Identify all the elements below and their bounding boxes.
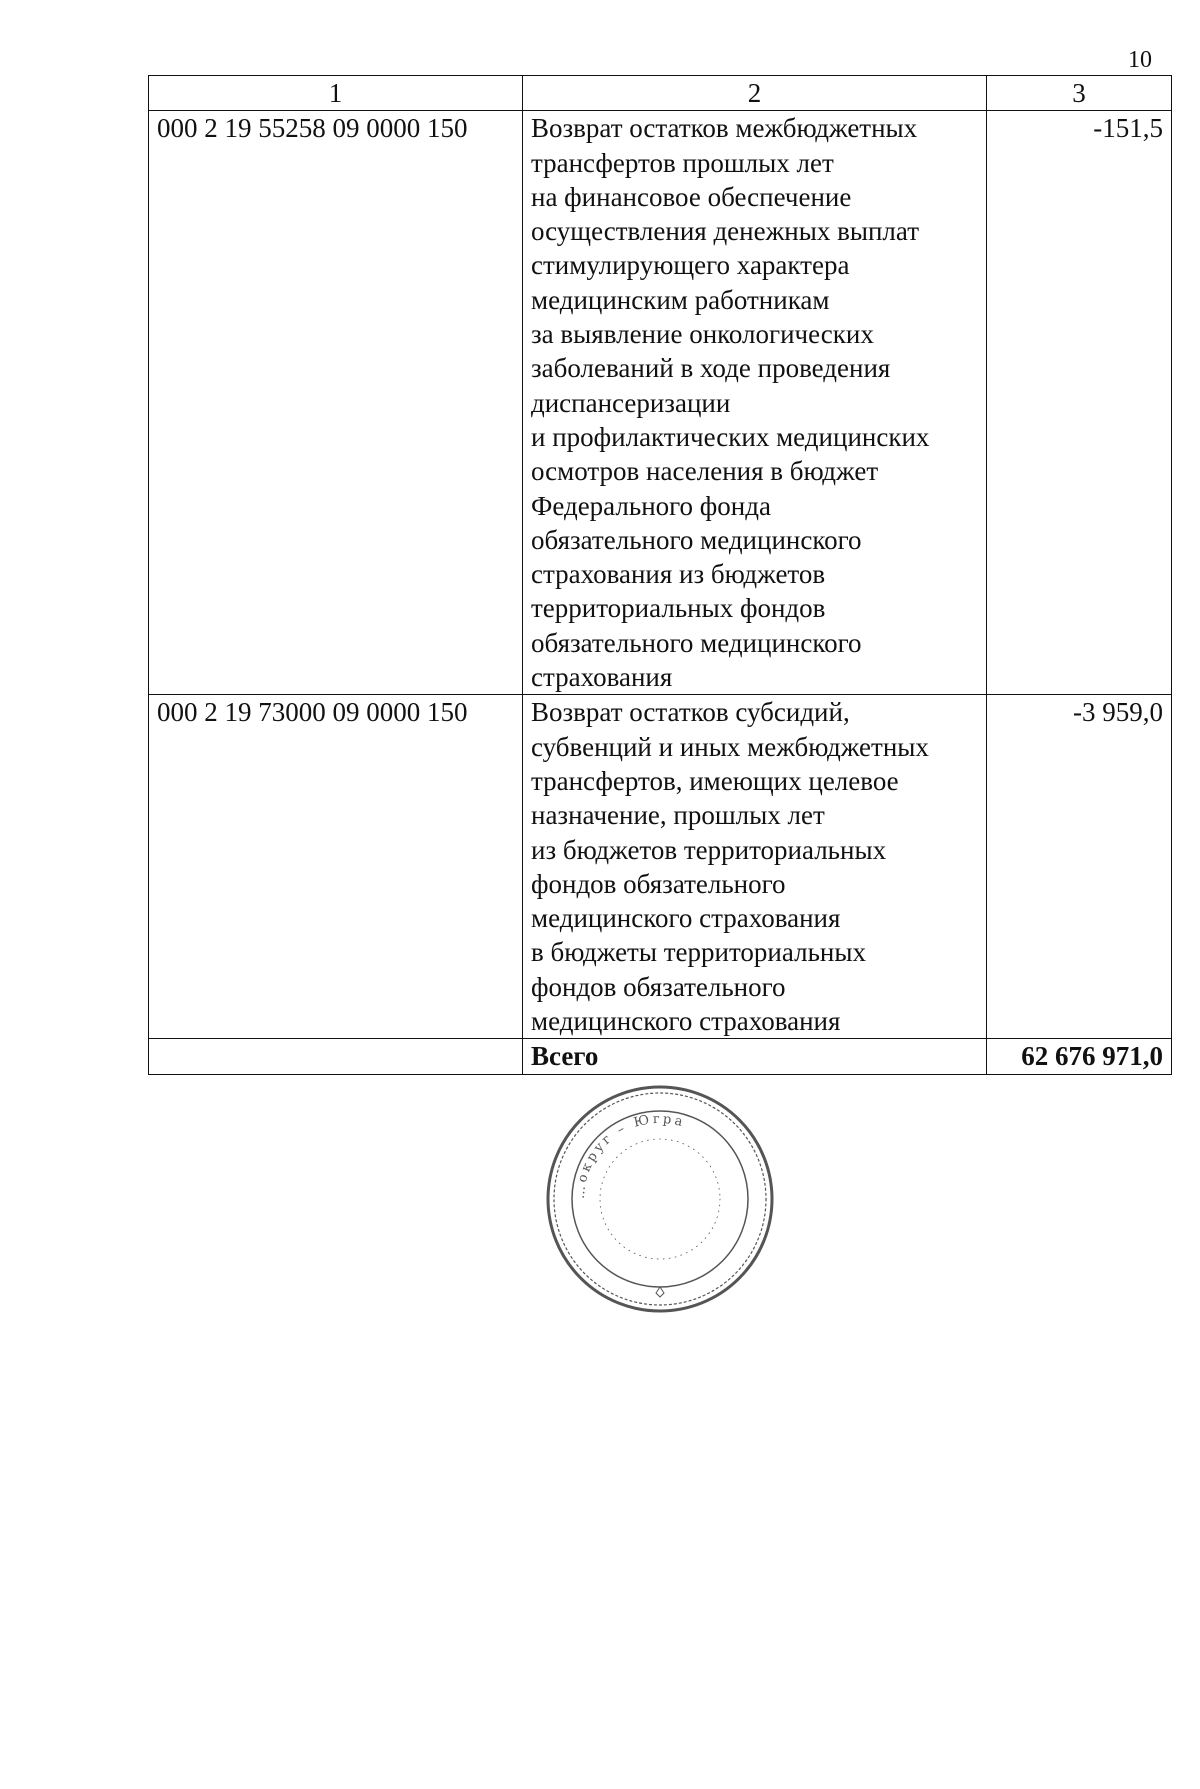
description-cell: [523, 111, 987, 695]
table-header-row: [149, 76, 1172, 111]
description-line: обязательного медицинского: [531, 627, 862, 658]
description-line: Федерального фонда: [531, 490, 771, 521]
description-line: из бюджетов территориальных: [531, 834, 887, 865]
column-header-2: 2: [523, 76, 987, 111]
budget-table: [148, 75, 1172, 1075]
amount-cell: -3 959,0: [987, 695, 1172, 1039]
description-line: медицинского страхования: [531, 1006, 841, 1037]
description-line: и профилактических медицинских: [531, 421, 930, 452]
description-line: Возврат остатков субсидий,: [531, 697, 850, 728]
seal-ring-text: …округ – Югра: [572, 1111, 688, 1200]
amount-cell: -151,5: [987, 111, 1172, 695]
description-line: стимулирующего характера: [531, 250, 850, 281]
description-line: Возврат остатков межбюджетных: [531, 113, 918, 144]
official-seal-stamp: [544, 1083, 776, 1315]
description-line: в бюджеты территориальных: [531, 937, 866, 968]
description-line: за выявление онкологических: [531, 319, 874, 350]
description-line: медицинским работникам: [531, 284, 830, 315]
seal-inner-ring: [572, 1111, 748, 1287]
table-row: [149, 695, 1172, 1039]
total-code-cell: [149, 1039, 523, 1074]
seal-center-ring: [600, 1139, 720, 1259]
total-amount: 62 676 971,0: [987, 1039, 1172, 1074]
column-header-3: 3: [987, 76, 1172, 111]
description-line: осмотров населения в бюджет: [531, 456, 879, 487]
description-line: диспансеризации: [531, 387, 731, 418]
description-line: назначение, прошлых лет: [531, 800, 825, 831]
seal-star-icon: [656, 1287, 664, 1297]
description-line: трансфертов прошлых лет: [531, 147, 834, 178]
description-line: фондов обязательного: [531, 971, 786, 1002]
description-line: территориальных фондов: [531, 593, 826, 624]
total-row: [149, 1039, 1172, 1074]
budget-code-cell: 000 2 19 73000 09 0000 150: [149, 695, 523, 1039]
description-line: осуществления денежных выплат: [531, 216, 919, 247]
description-line: субвенций и иных межбюджетных: [531, 731, 929, 762]
budget-code-cell: 000 2 19 55258 09 0000 150: [149, 111, 523, 695]
column-header-1: 1: [149, 76, 523, 111]
description-line: фондов обязательного: [531, 868, 786, 899]
description-line: обязательного медицинского: [531, 524, 862, 555]
page-number: 10: [1128, 47, 1152, 73]
description-line: страхования: [531, 662, 673, 693]
total-label: Всего: [523, 1039, 987, 1074]
description-cell: [523, 695, 987, 1039]
description-line: заболеваний в ходе проведения: [531, 353, 891, 384]
description-line: на финансовое обеспечение: [531, 181, 852, 212]
description-line: трансфертов, имеющих целевое: [531, 765, 899, 796]
description-line: страхования из бюджетов: [531, 559, 826, 590]
description-line: медицинского страхования: [531, 903, 841, 934]
table-row: [149, 111, 1172, 695]
